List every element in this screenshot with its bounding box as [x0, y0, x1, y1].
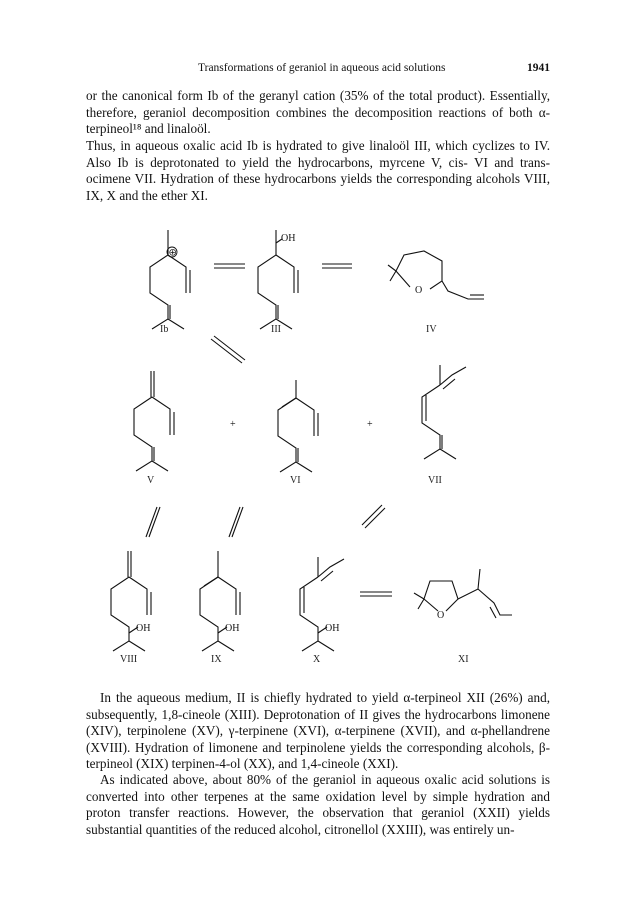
structure-vii [422, 365, 466, 486]
label-vii: VII [428, 475, 442, 486]
paragraph-3 [86, 690, 550, 773]
structure-xi [414, 569, 512, 665]
structure-iv [388, 251, 484, 335]
structure-vi [278, 380, 318, 486]
hydroxyl-label-ix: OH [225, 623, 240, 634]
oxygen-label-xi: O [437, 610, 445, 621]
equilibrium-arrow-1 [214, 264, 245, 268]
hydroxyl-label-x: OH [325, 623, 340, 634]
label-v: V [147, 475, 155, 486]
equilibrium-arrow-2 [322, 264, 352, 268]
reaction-scheme [0, 215, 636, 675]
label-ib: Ib [160, 324, 169, 335]
paragraph-1: or the canonical form Ib of the geranyl cation (35% of the total product). Essentially, therefore, geraniol decomposition combines the decomposition reactions of both α-terpineol¹⁸ and linaloöl. [86, 88, 550, 137]
reaction-arrow-down [211, 336, 245, 363]
structure-ib [150, 230, 190, 335]
label-viii: VIII [120, 654, 138, 665]
paragraph-2: Thus, in aqueous oxalic acid Ib is hydrated to give linaloöl III, which cyclizes to IV. Also Ib is deprotonated to yield the hydrocarbons, myrcene V, cis- VI and trans-ocimene VII. Hydration of these hydrocarbons yields the corresponding alcohols VIII, IX, X and the ether XI. [86, 138, 550, 203]
label-vi: VI [290, 475, 301, 486]
label-iv: IV [426, 324, 437, 335]
hydroxyl-label: OH [281, 233, 296, 244]
running-title: Transformations of geraniol in aqueous acid solutions [198, 62, 446, 74]
label-ix: IX [211, 654, 222, 665]
hydration-arrows [146, 505, 385, 537]
label-xi: XI [458, 654, 469, 665]
equilibrium-arrow-3 [360, 592, 392, 596]
oxygen-label: O [415, 285, 423, 296]
plus-sign-1: + [230, 419, 236, 430]
hydroxyl-label-viii: OH [136, 623, 151, 634]
label-iii: III [271, 324, 281, 335]
page-number: 1941 [527, 62, 550, 74]
paragraph-4 [86, 772, 550, 838]
plus-sign-2: + [367, 419, 373, 430]
structure-ix [200, 551, 240, 665]
reaction-scheme-svg [0, 215, 636, 675]
structure-viii [111, 551, 151, 665]
paragraph-3-text: In the aqueous medium, II is chiefly hydrated to yield α-terpineol XII (26%) and, subsequently, 1,8-cineole (XIII). Deprotonation of II gives the hydrocarbons limonene (XIV), terpinolene (XV), γ-terpinene (XVI), α-terpinene (XVII), and α-phellandrene (XVIII). Hydration of limonene and terpinolene yields the corresponding alcohols, β-terpineol (XIX) terpinen-4-ol (XX), and 1,4-cineole (XXI). [86, 690, 550, 772]
paragraph-4-text: As indicated above, about 80% of the geraniol in aqueous oxalic acid solutions is converted into other terpenes at the same oxidation level by simple hydration and proton transfer reactions. However, the observation that geraniol (XXII) yields substantial quantities of the reduced alcohol, citronellol (XXIII), was entirely un- [86, 772, 550, 837]
structure-x [300, 557, 344, 665]
label-x: X [313, 654, 321, 665]
structure-iii [258, 230, 298, 335]
structure-v [134, 371, 174, 486]
cation-symbol: ⊕ [168, 247, 177, 259]
